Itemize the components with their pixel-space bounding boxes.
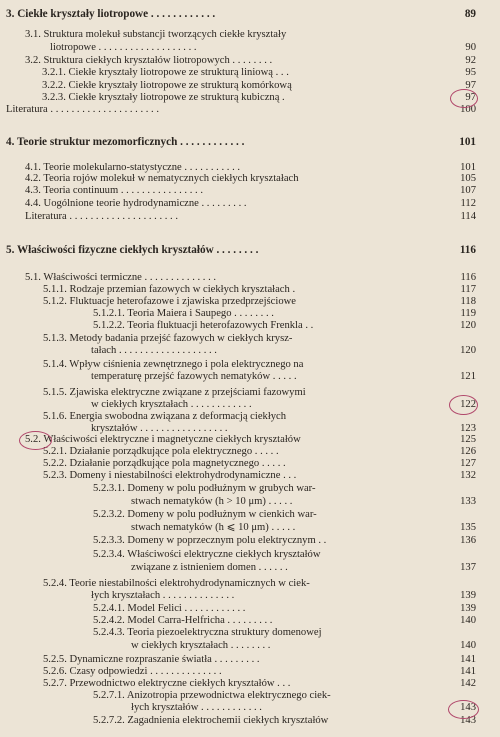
toc-entry-title: 5.1.2.1. Teoria Maiera i Saupego . . . . . . . . — [93, 308, 274, 319]
toc-entry-title: 3. Ciekłe kryształy liotropowe . . . . . . . . . . . . — [6, 8, 216, 20]
toc-entry-page: 137 — [460, 562, 476, 573]
toc-entry-page: 97 — [465, 80, 476, 91]
toc-entry-page: 143 — [460, 702, 476, 713]
toc-entry-title: 5.1.4. Wpływ ciśnienia zewnętrznego i pola elektrycznego na — [43, 359, 304, 370]
toc-entry-title: 3.2.2. Ciekłe kryształy liotropowe ze strukturą komórkową — [42, 80, 292, 91]
toc-entry-page: 143 — [460, 715, 476, 726]
toc-entry-title: 5.2.2. Działanie porządkujące pola magnetycznego . . . . . — [43, 458, 286, 469]
toc-entry-title: 3.2.3. Ciekłe kryształy liotropowe ze strukturą kubiczną . — [42, 92, 285, 103]
toc-entry-title: 4.3. Teoria continuum . . . . . . . . . . . . . . . . — [25, 185, 203, 196]
toc-entry-title: stwach nematyków (h ⩽ 10 μm) . . . . . — [131, 522, 296, 533]
toc-entry-page: 126 — [460, 446, 476, 457]
toc-entry-title: Literatura . . . . . . . . . . . . . . . . . . . . . — [25, 211, 178, 222]
toc-entry-page: 97 — [465, 92, 476, 103]
toc-entry-page: 127 — [460, 458, 476, 469]
toc-entry-page: 90 — [465, 42, 476, 53]
toc-entry-page: 95 — [465, 67, 476, 78]
toc-entry-page: 120 — [460, 320, 476, 331]
toc-entry-title: 5.1.2.2. Teoria fluktuacji heterofazowych Frenkla . . — [93, 320, 314, 331]
toc-entry-page: 100 — [460, 104, 476, 115]
toc-entry-page: 118 — [460, 296, 476, 307]
toc-entry-title: 3.2. Struktura ciekłych kryształów liotropowych . . . . . . . . — [25, 55, 273, 66]
toc-entry-title: 5.2.4.3. Teoria piezoelektryczna struktury domenowej — [93, 627, 322, 638]
toc-entry-title: łych kryształach . . . . . . . . . . . . . . — [91, 590, 235, 601]
toc-entry-page: 101 — [460, 162, 476, 173]
toc-entry-title: liotropowe . . . . . . . . . . . . . . . . . . . — [50, 42, 197, 53]
toc-entry-page: 136 — [460, 535, 476, 546]
toc-entry-title: w ciekłych kryształach . . . . . . . . . . . . — [91, 399, 252, 410]
toc-entry-page: 123 — [460, 423, 476, 434]
toc-entry-title: 5.2. Właściwości elektryczne i magnetyczne ciekłych kryształów — [25, 434, 301, 445]
toc-entry-page: 112 — [460, 198, 476, 209]
toc-entry-title: 5.2.7. Przewodnictwo elektryczne ciekłych kryształów . . . — [43, 678, 291, 689]
toc-entry-title: 5.2.4.2. Model Carra-Helfricha . . . . . . . . . — [93, 615, 273, 626]
toc-entry-title: temperaturę przejść fazowych nematyków . . . . . — [91, 371, 297, 382]
toc-entry-title: 5.2.7.1. Anizotropia przewodnictwa elektrycznego ciek- — [93, 690, 331, 701]
toc-entry-page: 116 — [459, 244, 476, 256]
toc-entry-title: łych kryształów . . . . . . . . . . . . — [131, 702, 262, 713]
toc-entry-title: 5.1.5. Zjawiska elektryczne związane z przejściami fazowymi — [43, 387, 306, 398]
toc-entry-title: 5.1.2. Fluktuacje heterofazowe i zjawiska przedprzejściowe — [43, 296, 296, 307]
toc-entry-page: 135 — [460, 522, 476, 533]
toc-entry-title: 5.2.4.1. Model Felici . . . . . . . . . . . . — [93, 603, 246, 614]
toc-entry-page: 92 — [465, 55, 476, 66]
toc-entry-title: 5.2.7.2. Zagadnienia elektrochemii ciekłych kryształów — [93, 715, 329, 726]
toc-entry-title: 5.1.1. Rodzaje przemian fazowych w ciekłych kryształach . — [43, 284, 296, 295]
toc-entry-title: stwach nematyków (h > 10 μm) . . . . . — [131, 496, 293, 507]
toc-entry-page: 119 — [460, 308, 476, 319]
toc-entry-page: 114 — [460, 211, 476, 222]
toc-entry-page: 141 — [460, 654, 476, 665]
toc-entry-title: 5.2.3. Domeny i niestabilności elektrohydrodynamiczne . . . — [43, 470, 297, 481]
toc-entry-title: w ciekłych kryształach . . . . . . . . — [131, 640, 271, 651]
toc-entry-title: 5.2.3.1. Domeny w polu podłużnym w grubych war- — [93, 483, 316, 494]
toc-entry-page: 120 — [460, 345, 476, 356]
toc-entry-page: 140 — [460, 640, 476, 651]
toc-entry-page: 105 — [460, 173, 476, 184]
toc-entry-page: 121 — [460, 371, 476, 382]
toc-entry-page: 140 — [460, 615, 476, 626]
toc-entry-title: 3.1. Struktura molekuł substancji tworzących ciekłe kryształy — [25, 29, 287, 40]
toc-entry-title: Literatura . . . . . . . . . . . . . . . . . . . . . — [6, 104, 159, 115]
toc-entry-title: 5.1. Właściwości termiczne . . . . . . . . . . . . . . — [25, 272, 217, 283]
toc-entry-page: 101 — [459, 136, 476, 148]
toc-entry-title: 4.2. Teoria rojów molekuł w nematycznych ciekłych kryształach — [25, 173, 299, 184]
toc-entry-title: 5.2.4. Teorie niestabilności elektrohydrodynamicznych w ciek- — [43, 578, 310, 589]
toc-entry-page: 142 — [460, 678, 476, 689]
toc-entry-page: 116 — [460, 272, 476, 283]
toc-entry-title: 5. Właściwości fizyczne ciekłych kryształów . . . . . . . . — [6, 244, 259, 256]
toc-entry-title: 5.2.6. Czasy odpowiedzi . . . . . . . . . . . . . . — [43, 666, 222, 677]
toc-entry-title: 4.1. Teorie molekularno-statystyczne . . . . . . . . . . . — [25, 162, 241, 173]
toc-entry-title: kryształów . . . . . . . . . . . . . . . . . — [91, 423, 228, 434]
toc-entry-title: 5.1.3. Metody badania przejść fazowych w ciekłych krysz- — [43, 333, 293, 344]
toc-entry-title: 5.1.6. Energia swobodna związana z deformacją ciekłych — [43, 411, 287, 422]
toc-entry-title: 5.2.3.2. Domeny w polu podłużnym w cienkich war- — [93, 509, 317, 520]
toc-entry-page: 122 — [460, 399, 476, 410]
toc-entry-title: 5.2.3.3. Domeny w poprzecznym polu elektrycznym . . — [93, 535, 327, 546]
toc-entry-page: 139 — [460, 603, 476, 614]
toc-entry-page: 133 — [460, 496, 476, 507]
toc-entry-title: tałach . . . . . . . . . . . . . . . . . . . — [91, 345, 217, 356]
toc-entry-page: 139 — [460, 590, 476, 601]
toc-entry-title: 5.2.3.4. Właściwości elektryczne ciekłych kryształów — [93, 549, 321, 560]
toc-entry-page: 125 — [460, 434, 476, 445]
toc-entry-title: 4.4. Uogólnione teorie hydrodynamiczne . . . . . . . . . — [25, 198, 247, 209]
toc-entry-title: 3.2.1. Ciekłe kryształy liotropowe ze strukturą liniową . . . — [42, 67, 289, 78]
toc-entry-title: związane z istnieniem domen . . . . . . — [131, 562, 288, 573]
toc-entry-page: 89 — [464, 8, 476, 20]
toc-entry-title: 5.2.1. Działanie porządkujące pola elektrycznego . . . . . — [43, 446, 279, 457]
toc-entry-title: 5.2.5. Dynamiczne rozpraszanie światła . . . . . . . . . — [43, 654, 260, 665]
toc-entry-page: 117 — [460, 284, 476, 295]
toc-entry-page: 141 — [460, 666, 476, 677]
toc-entry-page: 132 — [460, 470, 476, 481]
toc-entry-page: 107 — [460, 185, 476, 196]
toc-entry-title: 4. Teorie struktur mezomorficznych . . . . . . . . . . . . — [6, 136, 245, 148]
